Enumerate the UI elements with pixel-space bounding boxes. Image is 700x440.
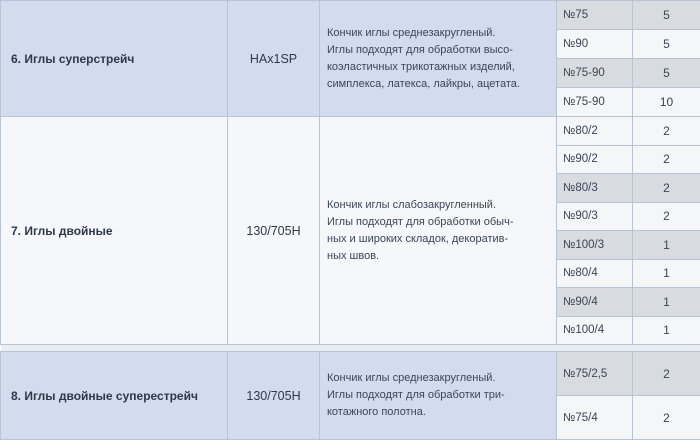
needle-size: №80/2: [557, 117, 633, 146]
needle-size: №100/3: [557, 231, 633, 260]
needle-size: №100/4: [557, 316, 633, 345]
group-name: 6. Иглы суперстрейч: [1, 1, 228, 117]
needle-size: №75-90: [557, 88, 633, 117]
needle-quantity: 10: [633, 88, 700, 117]
needle-code: HAx1SP: [228, 1, 320, 117]
needle-quantity: 1: [633, 288, 700, 317]
description-line: Иглы подходят для обработки три-: [327, 387, 556, 404]
needle-code: 130/705H: [228, 117, 320, 345]
description-line: ных швов.: [327, 248, 556, 265]
table-row: [1, 117, 700, 146]
needle-size: №75-90: [557, 59, 633, 88]
needle-quantity: 1: [633, 259, 700, 288]
needle-code: 130/705H: [228, 352, 320, 440]
needle-quantity: 5: [633, 1, 700, 30]
group-description: [320, 352, 557, 440]
needle-size: №90/3: [557, 202, 633, 231]
description-line: коэластичных трикотажных изделий,: [327, 59, 556, 76]
needle-size: №75/4: [557, 396, 633, 440]
description-line: Кончик иглы слабозакругленный.: [327, 197, 556, 214]
needle-size: №80/4: [557, 259, 633, 288]
group-description: [320, 1, 557, 117]
row-divider: [1, 345, 700, 352]
description-line: Иглы подходят для обработки обыч-: [327, 214, 556, 231]
table-row: [1, 352, 700, 396]
needle-quantity: 1: [633, 231, 700, 260]
description-line: ных и широких складок, декоратив-: [327, 231, 556, 248]
needle-quantity: 2: [633, 352, 700, 396]
description-line: Кончик иглы среднезакругленый.: [327, 370, 556, 387]
description-line: котажного полотна.: [327, 404, 556, 421]
needle-quantity: 1: [633, 316, 700, 345]
needle-size: №90/4: [557, 288, 633, 317]
needle-size: №90/2: [557, 145, 633, 174]
needle-size: №75: [557, 1, 633, 30]
needle-quantity: 2: [633, 174, 700, 203]
needle-size: №75/2,5: [557, 352, 633, 396]
needle-size: №90: [557, 30, 633, 59]
description-line: Кончик иглы среднезакругленый.: [327, 25, 556, 42]
needle-quantity: 5: [633, 30, 700, 59]
needle-quantity: 2: [633, 117, 700, 146]
group-name: 8. Иглы двойные суперестрейч: [1, 352, 228, 440]
description-line: Иглы подходят для обработки высо-: [327, 42, 556, 59]
needle-quantity: 2: [633, 396, 700, 440]
group-name: 7. Иглы двойные: [1, 117, 228, 345]
needle-quantity: 5: [633, 59, 700, 88]
needle-quantity: 2: [633, 145, 700, 174]
description-line: симплекса, латекса, лайкры, ацетата.: [327, 76, 556, 93]
group-description: [320, 117, 557, 345]
needle-quantity: 2: [633, 202, 700, 231]
needle-size: №80/3: [557, 174, 633, 203]
table-row: [1, 1, 700, 30]
